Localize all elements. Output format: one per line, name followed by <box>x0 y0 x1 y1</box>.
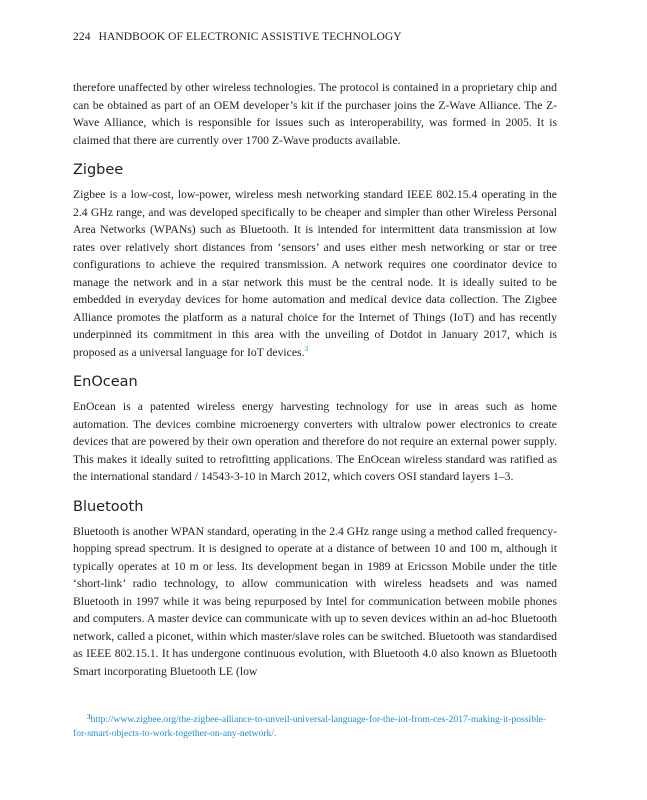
footnote-reference[interactable]: 3 <box>304 343 309 353</box>
bluetooth-heading: Bluetooth <box>73 498 144 515</box>
footnote-trailing: . <box>274 728 277 739</box>
footnote-marker: 3 <box>87 713 91 721</box>
zigbee-heading: Zigbee <box>73 162 124 178</box>
book-title: HANDBOOK OF ELECTRONIC ASSISTIVE TECHNOLOGY <box>98 31 402 43</box>
intro-paragraph: therefore unaffected by other wireless technologies. The protocol is contained in a proprietary chip and can be obtained as part of an OEM developer’s kit if the purchaser joins the Z-Wave Alliance. The Z-Wave Alliance, which is responsible for issues such as interoperability, was formed in 2005. It is claimed that there are currently over 1700 Z-Wave products available. <box>73 81 557 147</box>
footnote-link[interactable]: http://www.zigbee.org/the-zigbee-alliance-to-unveil-universal-language-for-the-iot-from-ces-2017-making-it-possible-for-smart-objects-to-work-together-on-any-network/ <box>73 714 547 739</box>
running-head <box>73 31 402 43</box>
footnote <box>73 710 557 741</box>
bluetooth-paragraph: Bluetooth is another WPAN standard, operating in the 2.4 GHz range using a method called frequency-hopping spread spectrum. It is designed to operate at a distance of between 10 and 100 m, although it typically operates at 10 m or less. Its development began in 1989 at Ericsson Mobile under the title ‘short-link’ radio technology, to allow communication with wireless headsets and was named Bluetooth in 1997 while it was being repurposed by Intel for communication between mobile phones and computers. A master device can communicate with up to seven devices within an ad-hoc Bluetooth network, called a piconet, within which master/slave roles can be switched. Bluetooth was standardised as IEEE 802.15.1. It has undergone continuous evolution, with Bluetooth 4.0 also known as Bluetooth Smart incorporating Bluetooth LE (low <box>73 524 557 678</box>
enocean-paragraph: EnOcean is a patented wireless energy harvesting technology for use in areas such as home automation. The devices combine microenergy converters with ultralow power electronics to create devices that are powered by their own operation and therefore do not require an external power supply. This makes it ideally suited to retrofitting applications. The EnOcean wireless standard was ratified as the international standard / 14543-3-10 in March 2012, which covers OSI standard layers 1–3. <box>73 400 557 483</box>
zigbee-paragraph <box>73 186 557 361</box>
zigbee-text: Zigbee is a low-cost, low-power, wireless mesh networking standard IEEE 802.15.4 operating in the 2.4 GHz range, and was developed specifically to be cheaper and simpler than other Wireless Personal Area Networks (WPANs) such as Bluetooth. It is intended for intermittent data transmission at low rates over relatively short distances from ‘sensors’ and uses either mesh networking or star or tree configurations to achieve the required transmission. A network requires one coordinator device to manage the network and in a star network this must be the central node. It is ideally suited to be embedded in everyday devices for home automation and medical device data collection. The Zigbee Alliance promotes the platform as a natural choice for the Internet of Things (IoT) and has recently underpinned its commitment in this area with the unveiling of Dotdot in January 2017, which is proposed as a universal language for IoT devices. <box>73 188 557 359</box>
enocean-heading: EnOcean <box>73 374 138 390</box>
body-text <box>73 79 557 680</box>
page-number: 224 <box>73 31 91 43</box>
